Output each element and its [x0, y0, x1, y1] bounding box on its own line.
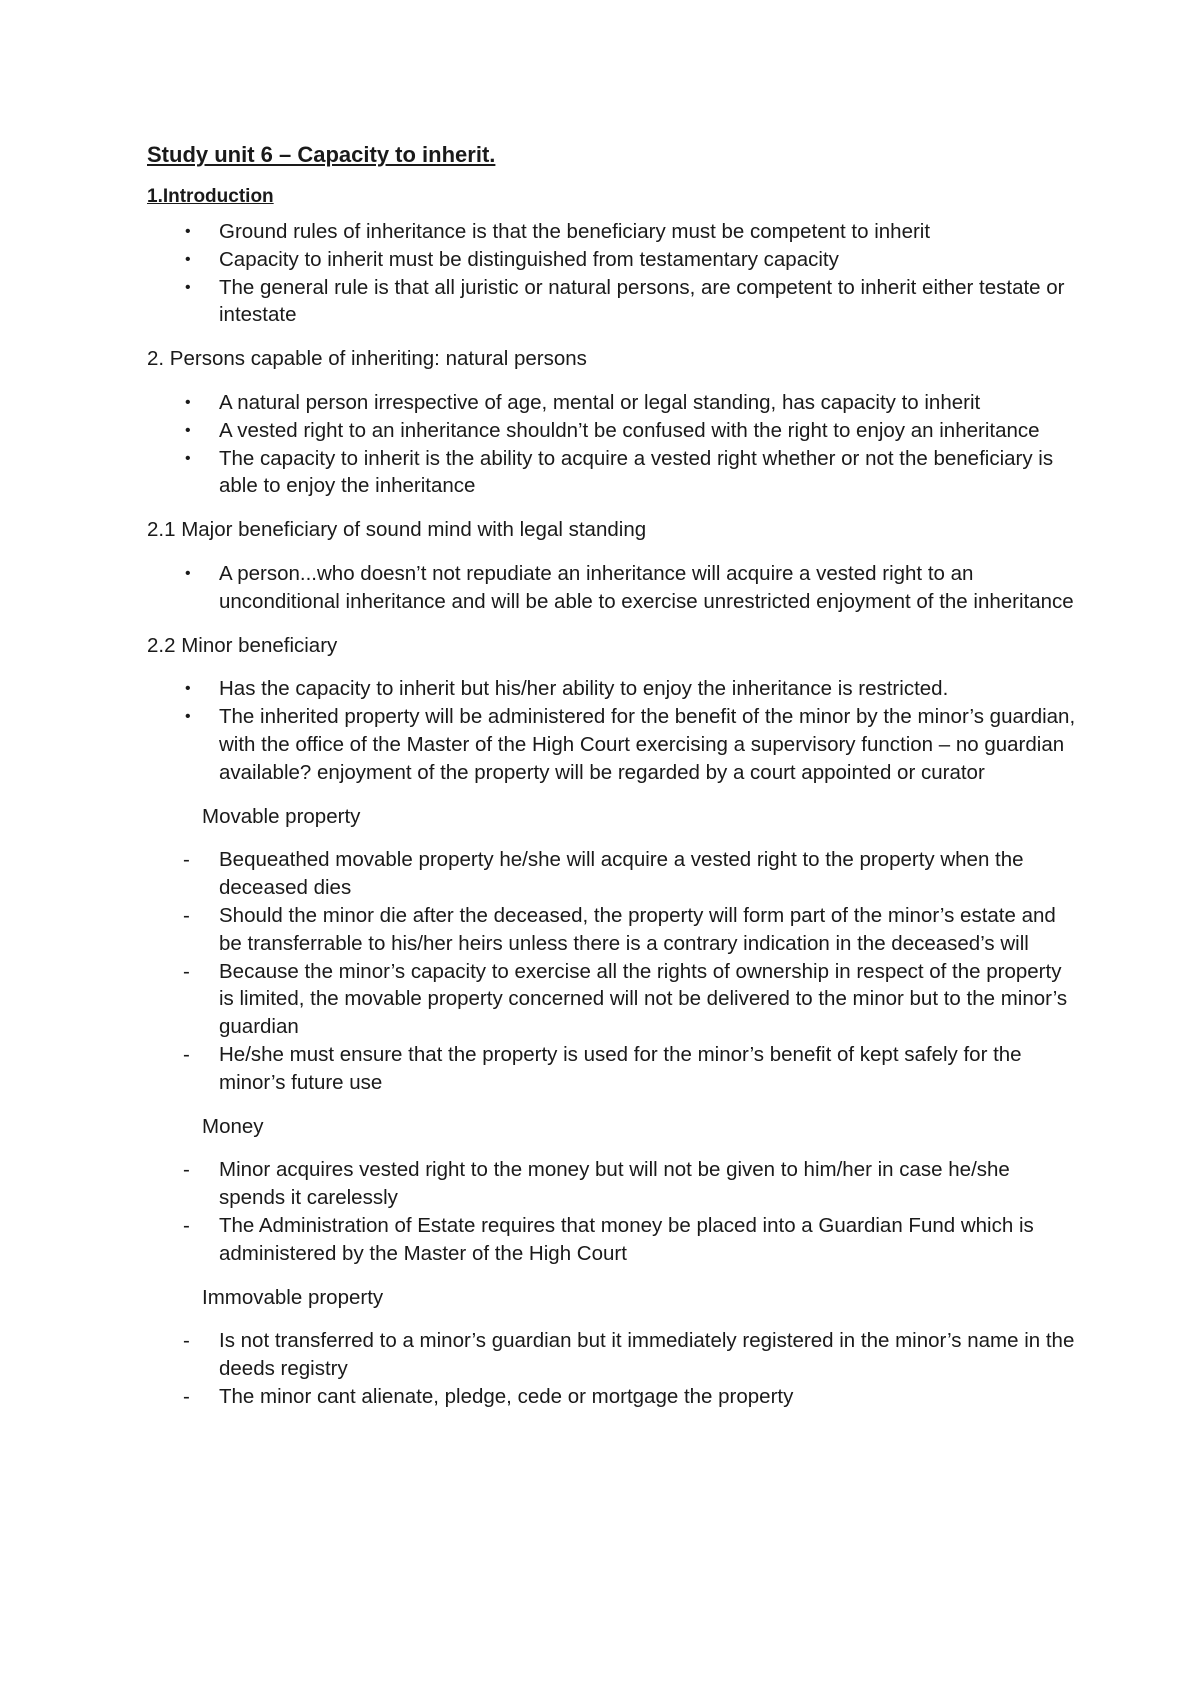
list-item-text: Minor acquires vested right to the money but will not be given to him/her in case he/she spends it carelessly	[219, 1158, 1010, 1210]
dash-icon: -	[183, 1213, 190, 1237]
list-item-text: A person...who doesn’t not repudiate an inheritance will acquire a vested right to an unconditional inheritance and will be able to exercise unrestricted enjoyment of the inheritance	[219, 561, 1074, 613]
bullet-list-natural-persons	[147, 389, 1077, 500]
list-item	[147, 246, 1077, 274]
bullet-list-major-beneficiary	[147, 560, 1077, 616]
list-item-text: A natural person irrespective of age, mental or legal standing, has capacity to inherit	[219, 390, 981, 414]
list-item-text: Capacity to inherit must be distinguished from testamentary capacity	[219, 247, 839, 271]
list-item	[147, 675, 1077, 703]
list-item	[147, 389, 1077, 417]
dash-list-money	[147, 1156, 1077, 1267]
list-item-text: Because the minor’s capacity to exercise all the rights of ownership in respect of the property is limited, the movable property concerned will not be delivered to the minor but to the minor’s guardian	[219, 959, 1068, 1039]
dash-icon: -	[183, 1158, 190, 1182]
list-item	[147, 1327, 1077, 1383]
document-title: Study unit 6 – Capacity to inherit.	[147, 142, 496, 167]
bullet-icon: •	[185, 393, 191, 411]
list-item	[147, 958, 1077, 1041]
list-item	[147, 1383, 1077, 1411]
list-item	[147, 274, 1077, 330]
dash-list-movable-property	[147, 846, 1077, 1096]
list-item	[147, 218, 1077, 246]
list-item	[147, 1212, 1077, 1268]
list-item	[147, 703, 1077, 786]
list-item-text: He/she must ensure that the property is used for the minor’s benefit of kept safely for the minor’s future use	[219, 1042, 1022, 1094]
subheading-movable-property: Movable property	[202, 804, 361, 828]
list-item-text: Has the capacity to inherit but his/her ability to enjoy the inheritance is restricted.	[219, 677, 949, 701]
subheading-immovable-property: Immovable property	[202, 1285, 384, 1309]
list-item	[147, 417, 1077, 445]
bullet-icon: •	[185, 421, 191, 439]
list-item	[147, 560, 1077, 616]
dash-list-immovable-property	[147, 1327, 1077, 1410]
list-item	[147, 1156, 1077, 1212]
bullet-list-minor-beneficiary	[147, 675, 1077, 786]
section-heading-natural-persons: 2. Persons capable of inheriting: natural persons	[147, 347, 587, 371]
section-heading-major-beneficiary: 2.1 Major beneficiary of sound mind with legal standing	[147, 518, 647, 542]
dash-icon: -	[183, 848, 190, 872]
bullet-icon: •	[185, 708, 191, 726]
section-heading-introduction: 1.Introduction	[147, 186, 274, 207]
dash-icon: -	[183, 1329, 190, 1353]
list-item	[147, 846, 1077, 902]
document-page	[147, 140, 1077, 1427]
list-item-text: The general rule is that all juristic or natural persons, are competent to inherit either testate or intestate	[219, 275, 1065, 327]
list-item	[147, 1041, 1077, 1097]
bullet-icon: •	[185, 223, 191, 240]
subheading-money: Money	[202, 1114, 264, 1138]
bullet-list-introduction	[147, 218, 1077, 329]
dash-icon: -	[183, 1042, 190, 1066]
list-item-text: Is not transferred to a minor’s guardian but it immediately registered in the minor’s name in the deeds registry	[219, 1329, 1075, 1381]
dash-icon: -	[183, 959, 190, 983]
list-item-text: The inherited property will be administered for the benefit of the minor by the minor’s guardian, with the office of the Master of the High Court exercising a supervisory function – no guardian available? enjoyment of the property will be regarded by a court appointed or curator	[219, 705, 1076, 784]
list-item-text: Should the minor die after the deceased, the property will form part of the minor’s estate and be transferrable to his/her heirs unless there is a contrary indication in the deceased’s will	[219, 903, 1056, 955]
list-item-text: The capacity to inherit is the ability to acquire a vested right whether or not the beneficiary is able to enjoy the inheritance	[219, 446, 1054, 498]
list-item-text: Bequeathed movable property he/she will acquire a vested right to the property when the deceased dies	[219, 848, 1024, 900]
section-heading-minor-beneficiary: 2.2 Minor beneficiary	[147, 633, 338, 657]
bullet-icon: •	[185, 449, 191, 467]
dash-icon: -	[183, 1384, 190, 1408]
bullet-icon: •	[185, 680, 191, 698]
bullet-icon: •	[185, 564, 191, 582]
list-item-text: The Administration of Estate requires that money be placed into a Guardian Fund which is administered by the Master of the High Court	[219, 1213, 1034, 1265]
list-item-text: A vested right to an inheritance shouldn’t be confused with the right to enjoy an inheritance	[219, 418, 1040, 442]
dash-icon: -	[183, 903, 190, 927]
list-item-text: The minor cant alienate, pledge, cede or mortgage the property	[219, 1384, 794, 1408]
list-item	[147, 902, 1077, 958]
bullet-icon: •	[185, 278, 191, 296]
list-item-text: Ground rules of inheritance is that the beneficiary must be competent to inherit	[219, 220, 931, 243]
list-item	[147, 445, 1077, 501]
bullet-icon: •	[185, 250, 191, 268]
